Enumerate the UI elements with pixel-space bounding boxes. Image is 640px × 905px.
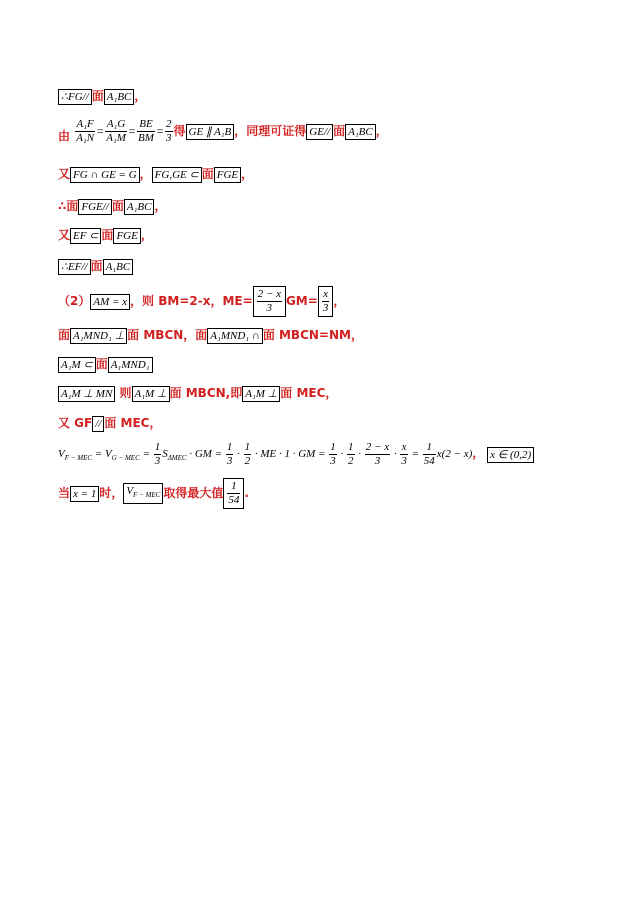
formula-box: GE ∥ A₁B — [186, 124, 235, 140]
formula-box: FGE// — [78, 199, 112, 215]
text: ∴面 — [58, 199, 79, 213]
formula-box: A₁MND₁ ⊥ — [70, 328, 127, 344]
text: 由 — [58, 129, 71, 143]
fraction: $\frac{2}{3}$ — [166, 118, 172, 144]
formula-box: // — [92, 416, 104, 432]
formula-box: A₁MND₁ — [108, 357, 153, 373]
text: 又 — [58, 228, 71, 242]
symbol: V — [104, 448, 112, 461]
text: . — [244, 486, 249, 500]
equals-sign: = — [408, 448, 422, 461]
text: 则 — [119, 386, 132, 400]
fraction: $\frac{1}{3}$ — [226, 441, 233, 467]
formula-box: AM = x — [90, 294, 130, 310]
equals-sign: = — [127, 124, 137, 138]
equals-sign: = — [155, 124, 165, 138]
formula-box: FGE — [113, 228, 140, 244]
text: · — [391, 448, 400, 461]
text: （2） — [58, 294, 91, 308]
symbol: S — [162, 448, 168, 461]
text: ， — [134, 89, 147, 103]
formula-box: A₁BC — [345, 124, 376, 140]
text: 面 MBCN，面 — [127, 328, 208, 342]
text: ， — [333, 294, 346, 308]
symbol: V — [126, 485, 134, 498]
formula-box: ∴EF// — [58, 259, 91, 275]
fraction: $\frac{x}{3}$ — [322, 288, 329, 314]
line-3 — [58, 165, 253, 183]
text: ，则 BM=2-x，ME= — [130, 294, 253, 308]
fraction: $\frac{1}{54}$ — [423, 441, 435, 467]
subscript: F − MEC — [64, 454, 93, 463]
text: 面 — [95, 357, 108, 371]
formula-box: A₁BC — [103, 259, 134, 275]
line-7 — [58, 286, 345, 317]
line-6 — [58, 257, 133, 275]
text: · — [355, 448, 364, 461]
text: 面 — [91, 89, 104, 103]
text: 面 — [58, 328, 71, 342]
text: ， — [241, 167, 254, 181]
text: · — [337, 448, 347, 461]
symbol: V — [58, 448, 65, 461]
text: 面 — [101, 228, 114, 242]
formula-box — [123, 483, 163, 503]
domain-box: x ∈ (0,2) — [487, 447, 534, 463]
text: · ME · 1 · GM = — [252, 448, 329, 461]
fraction: $\frac{BE}{BM}$ — [138, 118, 154, 144]
fraction: $\frac{x}{3}$ — [401, 441, 407, 467]
subscript: ΔMEC — [167, 454, 187, 463]
equals-sign: = — [96, 124, 105, 138]
fraction: $\frac{1}{2}$ — [244, 441, 251, 467]
line-13 — [58, 478, 249, 509]
line-8 — [58, 326, 363, 344]
formula-box: A₁BC — [104, 89, 135, 105]
subscript: G − MEC — [111, 454, 140, 463]
text: ， — [154, 199, 167, 213]
text: ， — [139, 167, 152, 181]
fraction: $\frac{\text{A₁G}}{\text{A₁M}}$ — [106, 118, 126, 144]
line-5 — [58, 226, 153, 244]
line-2 — [58, 118, 388, 145]
fraction: $\frac{2 - x}{3}$ — [257, 288, 281, 314]
text: 又 — [58, 167, 71, 181]
formula-box: A₁M ⊥ MN — [58, 386, 115, 402]
formula-box: FG,GE ⊂ — [152, 167, 202, 183]
text: 面 MEC， — [280, 386, 338, 400]
formula-box: x = 1 — [70, 486, 99, 502]
fraction: $\frac{1}{3}$ — [330, 441, 336, 467]
text: 面 — [333, 124, 346, 138]
line-1 — [58, 87, 146, 105]
text: 面 — [201, 167, 214, 181]
equals-sign: = — [92, 448, 105, 461]
formula-box: A₁BC — [124, 199, 155, 215]
fraction: $\frac{1}{54}$ — [228, 480, 240, 506]
text: ，同理可证得 — [234, 124, 307, 138]
formula-box: EF ⊂ — [70, 228, 101, 244]
line-11 — [58, 414, 161, 432]
formula-box: A₁M ⊥ — [132, 386, 170, 402]
text: 面 — [111, 199, 124, 213]
formula-box: ∴FG// — [58, 89, 92, 105]
text: 时， — [99, 486, 124, 500]
formula-box: FG ∩ GE = G — [70, 167, 140, 183]
text: ， — [140, 228, 153, 242]
text: 又 GF — [58, 416, 93, 430]
subscript: F − MEC — [133, 491, 161, 500]
fraction: $\frac{\text{A₁F}}{\text{A₁N}}$ — [76, 118, 95, 144]
volume-formula-line — [58, 441, 534, 468]
text: 面 MEC， — [104, 416, 162, 430]
formula-box: A₁M ⊂ — [58, 357, 96, 373]
text: GM= — [285, 294, 318, 308]
formula-box: GE// — [306, 124, 333, 140]
text: 得 — [173, 124, 186, 138]
formula-box — [253, 286, 286, 317]
text: ， — [472, 446, 485, 461]
text: · — [234, 448, 243, 461]
text: x(2 − x) — [436, 448, 473, 461]
text: · GM = — [186, 448, 225, 461]
text: 面 MBCN=NM， — [262, 328, 363, 342]
text: 取得最大值 — [163, 486, 224, 500]
text: 面 MBCN,即 — [169, 386, 243, 400]
fraction: $\frac{1}{2}$ — [348, 441, 354, 467]
fraction: $\frac{2 - x}{3}$ — [365, 441, 390, 467]
formula-box: A₁M ⊥ — [242, 386, 280, 402]
formula-box — [223, 478, 244, 509]
line-9 — [58, 355, 153, 373]
text: 面 — [90, 259, 103, 273]
formula-box: A₁MND₁ ∩ — [207, 328, 263, 344]
line-10 — [58, 384, 337, 402]
equals-sign: = — [139, 448, 153, 461]
text: ， — [375, 124, 388, 138]
line-4 — [58, 197, 167, 215]
formula-box: FGE — [214, 167, 241, 183]
formula-box — [318, 286, 334, 317]
text: 当 — [58, 486, 71, 500]
fraction: $\frac{1}{3}$ — [154, 441, 161, 467]
